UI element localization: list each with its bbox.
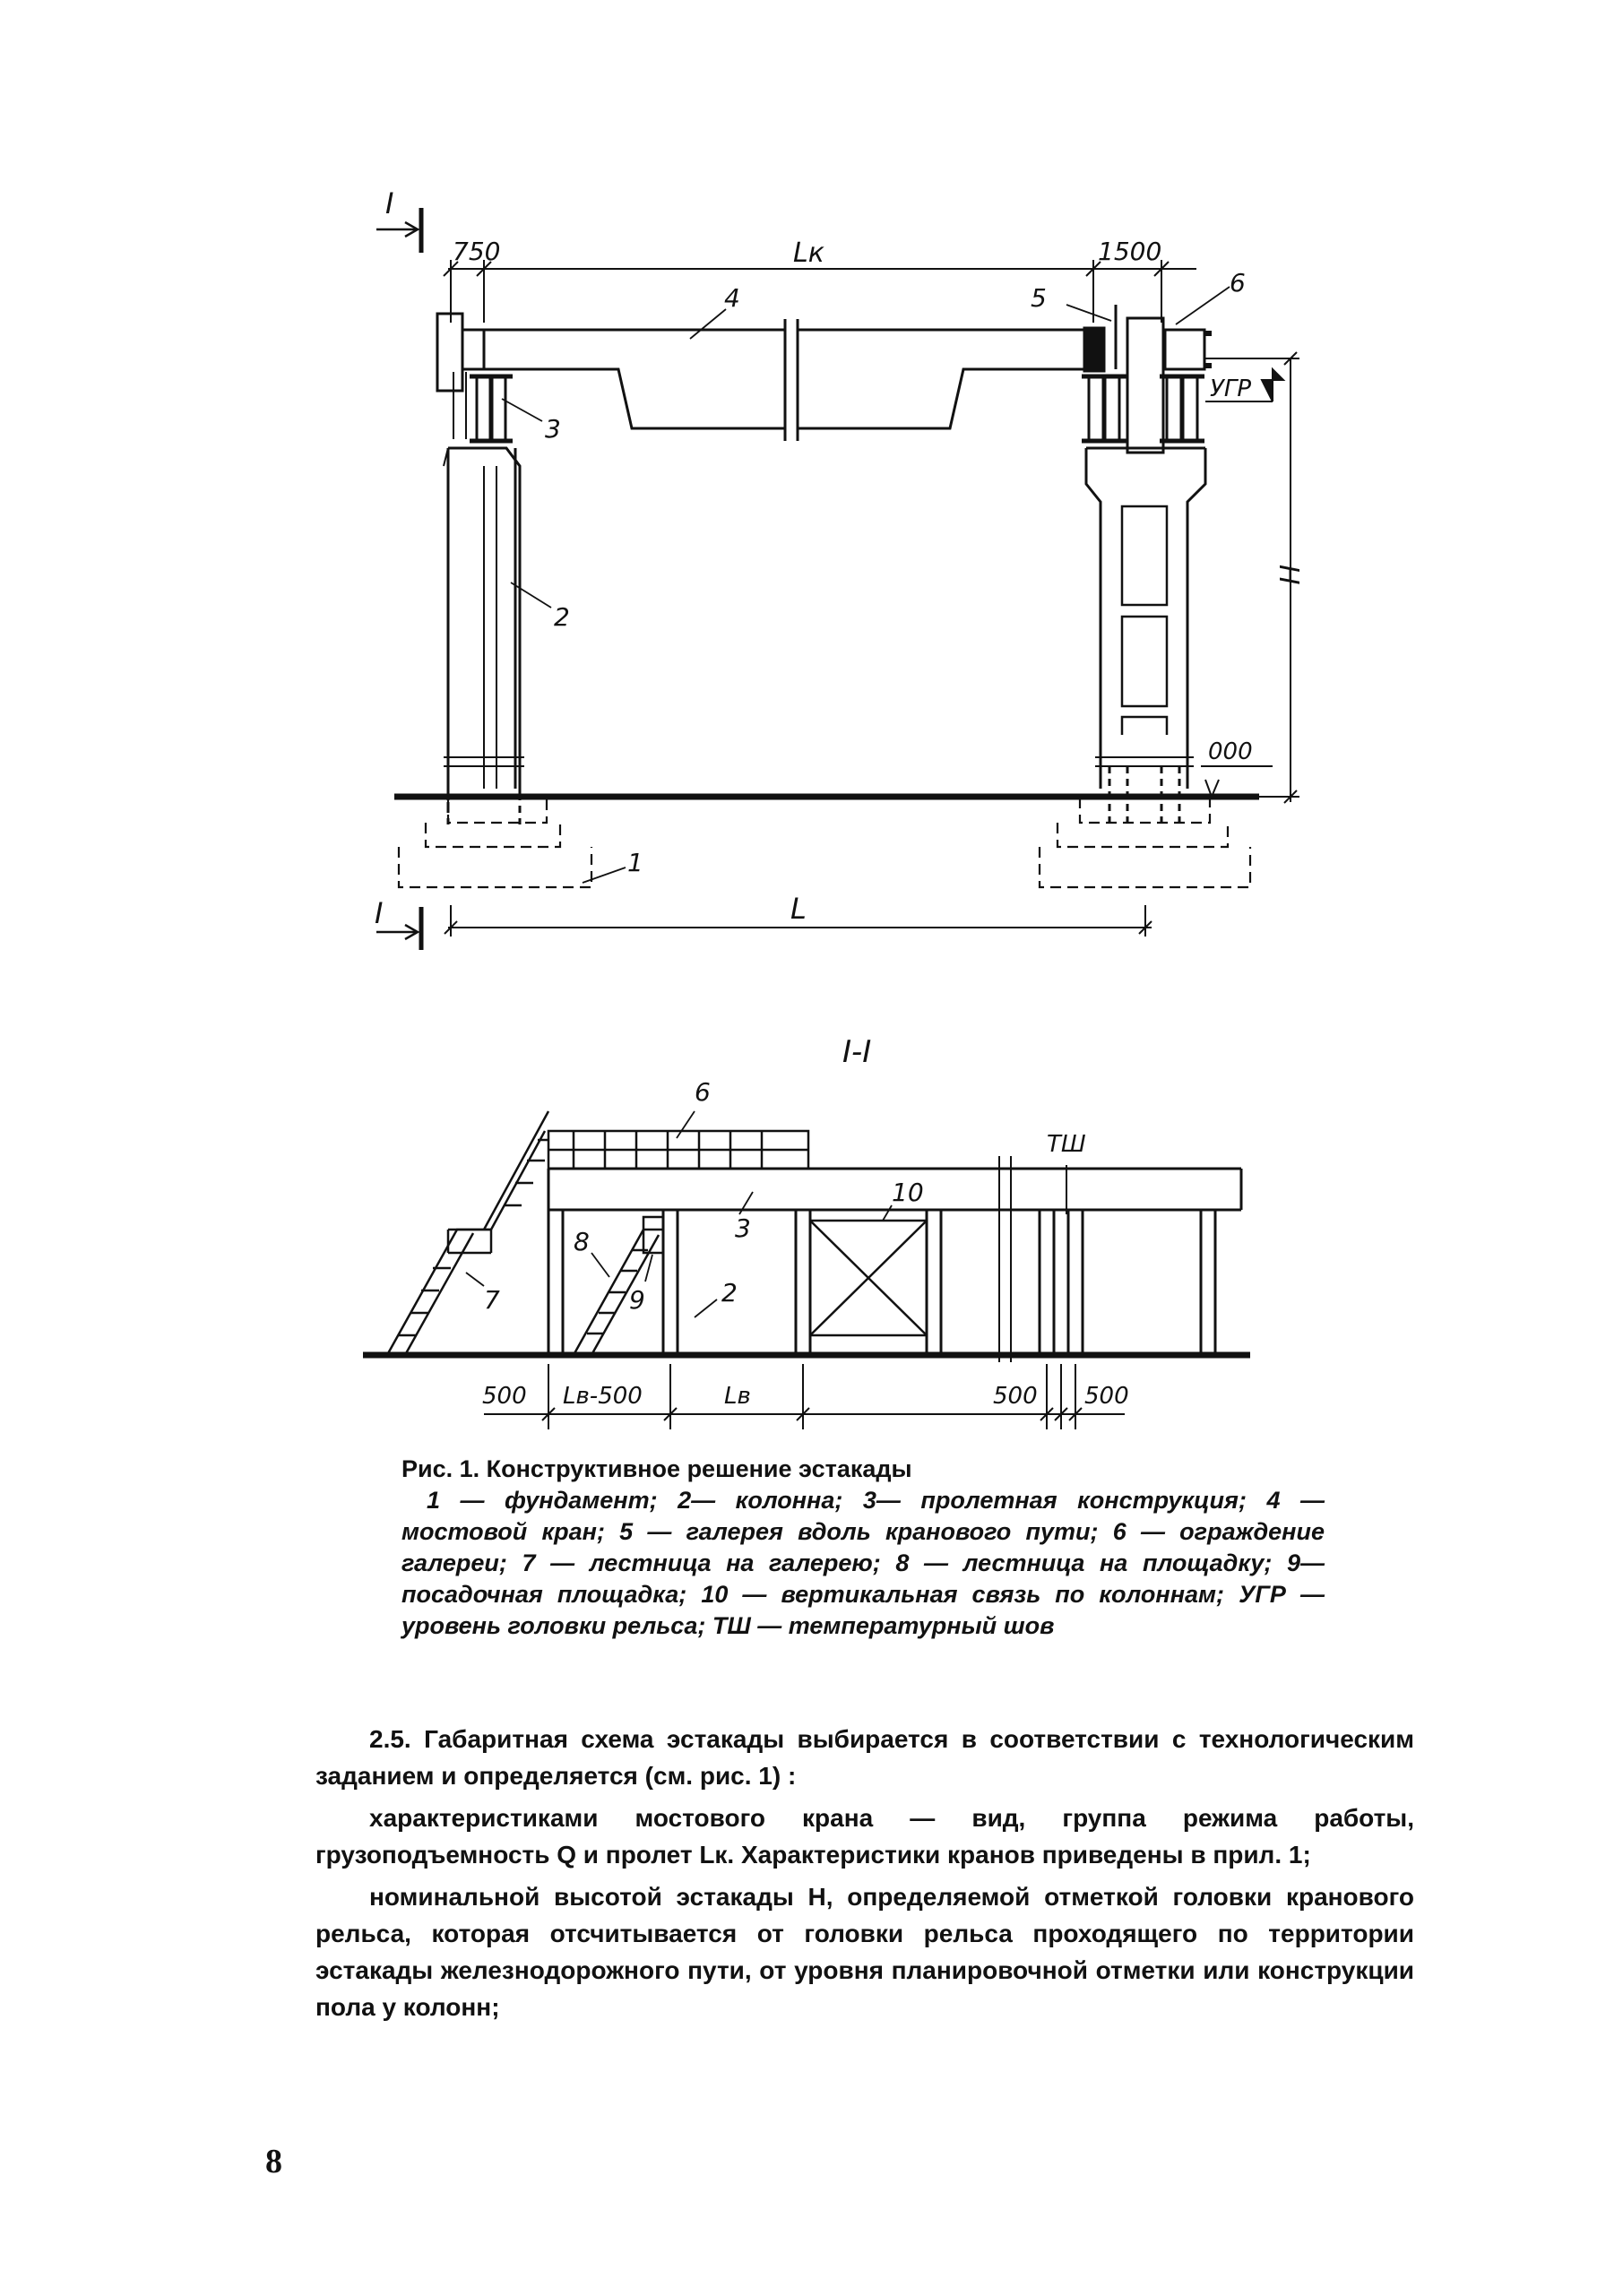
paragraph-height: номинальной высотой эстакады H, определяемой отметкой головки кранового рельса, которая отсчитывается от головки рельса проходящего по территории эстакады железнодорожного пути, от уровня планировочной отметки или конструкции пола у колонн; [315, 1883, 1414, 2021]
section-mark-bottom [375, 896, 421, 950]
svg-text:4: 4 [724, 283, 740, 313]
top-dimension [444, 237, 1196, 323]
section-view [363, 1034, 1250, 1429]
paragraph-crane: характеристиками мостового крана — вид, группа режима работы, грузоподъемность Q и пролет Lк. Характеристики кранов приведены в прил. 1; [315, 1804, 1414, 1869]
elevation-callouts [502, 268, 1246, 883]
ugr-label: УГР [1210, 375, 1252, 402]
dim-h: H [1273, 565, 1304, 585]
svg-text:2: 2 [554, 602, 570, 632]
svg-text:6: 6 [1230, 268, 1246, 298]
dim-1500: 1500 [1098, 237, 1162, 266]
svg-text:3: 3 [545, 414, 561, 444]
svg-text:5: 5 [1031, 283, 1047, 313]
elevation-view [375, 186, 1304, 950]
left-column [444, 372, 524, 824]
svg-text:Lв-500: Lв-500 [563, 1383, 643, 1410]
svg-text:Lв: Lв [724, 1383, 751, 1410]
ugr-mark [1205, 369, 1283, 402]
paragraph-2-5: 2.5. Габаритная схема эстакады выбирается в соответствии с технологическим заданием и определяется (см. рис. 1) : [315, 1725, 1414, 1790]
vertical-bracing [810, 1221, 927, 1335]
dim-lk: Lк [793, 237, 824, 269]
section-label-bottom: I [375, 896, 384, 930]
svg-text:ТШ: ТШ [1047, 1131, 1086, 1158]
svg-text:500: 500 [482, 1383, 527, 1410]
right-column [1082, 305, 1212, 824]
svg-text:10: 10 [892, 1178, 924, 1207]
svg-text:9: 9 [629, 1285, 645, 1315]
zero-label: 000 [1208, 738, 1253, 765]
section-label-top: I [385, 186, 394, 220]
svg-text:2: 2 [721, 1278, 738, 1308]
section-mark-top [376, 186, 421, 253]
zero-mark [1201, 738, 1273, 797]
section-callouts [466, 1077, 1086, 1317]
svg-text:500: 500 [993, 1383, 1038, 1410]
height-dimension [1205, 352, 1304, 803]
caption-legend: 1 — фундамент; 2— колонна; 3— пролетная конструкция; 4 — мостовой кран; 5 — галерея вдоль кранового пути; 6 — ограждение галереи; 7 — лестница на галерею; 8 — лестница на площадку; 9— посадочная площадка; 10 — вертикальная связь по колоннам; УГР — уровень головки рельса; ТШ — температурный шов [401, 1487, 1325, 1639]
section-columns [548, 1210, 1215, 1355]
body-text [315, 1721, 1414, 2031]
svg-text:500: 500 [1084, 1383, 1129, 1410]
dim-750: 750 [453, 237, 501, 266]
section-title: I-I [842, 1034, 872, 1070]
gallery-stair [387, 1111, 548, 1355]
dim-l: L [790, 892, 807, 926]
bridge-crane [484, 319, 1104, 441]
caption-title: Рис. 1. Конструктивное решение эстакады [401, 1455, 912, 1482]
page-number: 8 [265, 2143, 282, 2180]
foundations [399, 798, 1250, 887]
section-dimensions [482, 1364, 1129, 1429]
svg-text:3: 3 [735, 1213, 751, 1243]
svg-text:7: 7 [484, 1285, 500, 1315]
base-dimension [445, 892, 1152, 937]
svg-text:1: 1 [627, 848, 643, 877]
svg-text:8: 8 [574, 1227, 590, 1256]
svg-text:6: 6 [695, 1077, 711, 1107]
figure-caption [401, 1454, 1325, 1642]
